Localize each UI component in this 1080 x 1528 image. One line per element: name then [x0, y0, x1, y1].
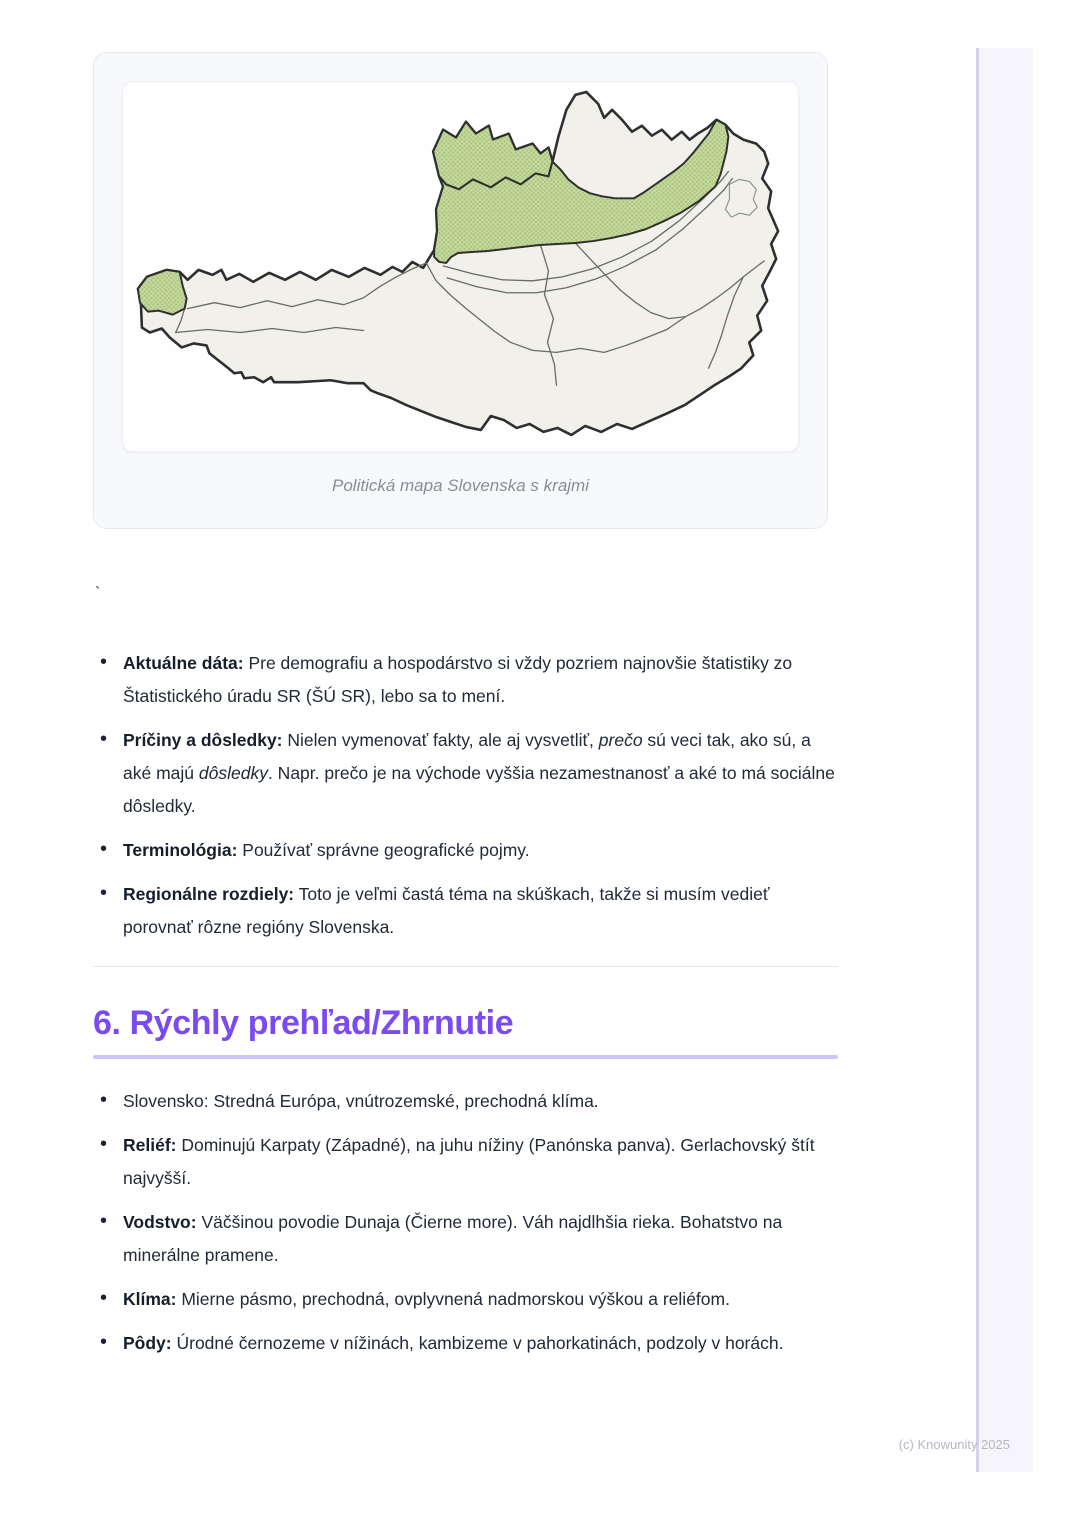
highlighted-region-west [138, 270, 187, 315]
figure-card [93, 52, 828, 529]
document-page [93, 52, 838, 1371]
list-item-text: Nielen vymenovať fakty, ale aj vysvetliť, [282, 729, 599, 750]
list-item-text: Príčiny a dôsledky: [123, 729, 283, 750]
list-item [93, 878, 838, 944]
list-item-text: Vodstvo: [123, 1211, 197, 1232]
list-item-text: Klíma: [123, 1288, 177, 1309]
political-map-image [123, 82, 798, 451]
next-page-edge [976, 48, 1033, 1472]
list-item [93, 1283, 838, 1316]
list-item-text: Dominujú Karpaty (Západné), na juhu nížiny (Panónska panva). Gerlachovský štít najvyšší. [123, 1134, 815, 1188]
list-item-text: Používať správne geografické pojmy. [237, 839, 530, 860]
notes-list [93, 647, 838, 944]
list-item-text: Aktuálne dáta: [123, 652, 244, 673]
list-item-text: Úrodné černozeme v nížinách, kambizeme v pahorkatinách, podzoly v horách. [171, 1332, 784, 1353]
list-item-text: Reliéf: [123, 1134, 177, 1155]
list-item-text: sú veci tak, ako sú, a aké majú [123, 729, 811, 783]
list-item-text: Slovensko: Stredná Európa, vnútrozemské, prechodná klíma. [123, 1090, 599, 1111]
list-item [93, 647, 838, 713]
list-item-text: prečo [598, 729, 643, 750]
list-item-text: dôsledky [198, 762, 268, 783]
list-item-text: Pôdy: [123, 1332, 172, 1353]
list-item-text: Väčšinou povodie Dunaja (Čierne more). Váh najdlhšia rieka. Bohatstvo na minerálne pramene. [123, 1211, 783, 1265]
list-item-text: . Napr. prečo je na východe vyššia nezamestnanosť a aké to má sociálne dôsledky. [123, 762, 835, 816]
map-figure [122, 81, 799, 452]
list-item-text: Terminológia: [123, 839, 238, 860]
list-item-text: Mierne pásmo, prechodná, ovplyvnená nadmorskou výškou a reliéfom. [176, 1288, 730, 1309]
list-item [93, 724, 838, 823]
list-item [93, 1129, 838, 1195]
stray-backtick-char: ` [95, 584, 101, 602]
list-item-text: Toto je veľmi častá téma na skúškach, takže si musím vedieť porovnať rôzne regióny Slovenska. [123, 883, 770, 937]
list-item-text: Pre demografiu a hospodárstvo si vždy pozriem najnovšie štatistiky zo Štatistického úradu SR (ŠÚ SR), lebo sa to mení. [123, 652, 793, 706]
list-item [93, 1206, 838, 1272]
list-item-text: Regionálne rozdiely: [123, 883, 295, 904]
figure-caption: Politická mapa Slovenska s krajmi [332, 475, 589, 495]
summary-list [93, 1085, 838, 1360]
heading-underline [93, 1055, 838, 1059]
list-item [93, 834, 838, 867]
list-item [93, 1327, 838, 1360]
section-heading: 6. Rýchly prehľad/Zhrnutie [93, 1003, 514, 1042]
section-divider [93, 966, 838, 967]
copyright-notice: (c) Knowunity 2025 [898, 1437, 1010, 1452]
list-item [93, 1085, 838, 1118]
